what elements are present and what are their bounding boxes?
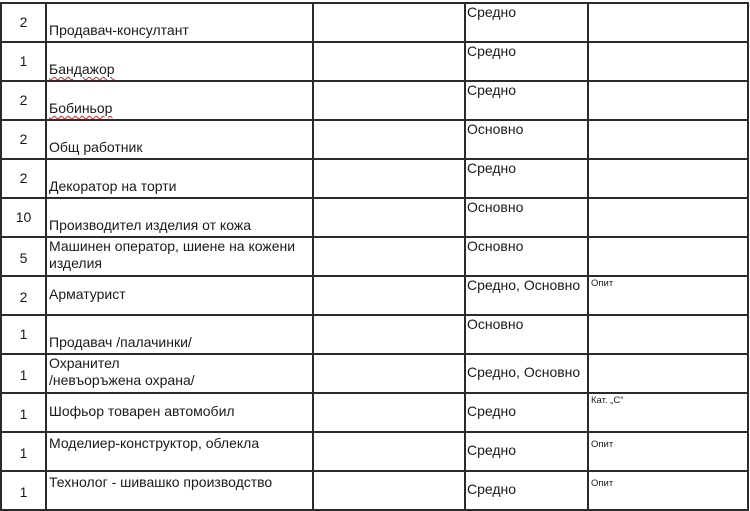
education-text: Средно <box>467 403 517 419</box>
notes-text <box>589 355 747 356</box>
education-text: Средно, Основно <box>467 277 581 293</box>
education-text: Средно <box>467 442 517 458</box>
empty-cell <box>313 432 465 471</box>
notes-cell <box>588 315 748 354</box>
notes-cell <box>588 159 748 198</box>
education-text: Средно <box>467 43 517 59</box>
education-text: Средно <box>467 82 517 98</box>
table-row <box>1 120 748 159</box>
count-cell <box>1 432 46 471</box>
notes-text <box>589 4 747 5</box>
position-cell <box>46 432 313 471</box>
position-text: Арматурист <box>49 286 126 302</box>
education-text: Основно <box>467 238 524 254</box>
education-cell <box>465 354 588 393</box>
count-cell <box>1 120 46 159</box>
position-text: Бобиньор <box>49 100 113 116</box>
position-cell <box>46 3 313 42</box>
count-value: 1 <box>19 53 28 69</box>
position-cell <box>46 42 313 81</box>
table-row <box>1 159 748 198</box>
position-cell <box>46 81 313 120</box>
education-cell <box>465 393 588 432</box>
count-value: 2 <box>19 14 28 30</box>
count-cell <box>1 276 46 315</box>
count-cell <box>1 354 46 393</box>
education-cell <box>465 237 588 276</box>
count-value: 1 <box>19 484 28 500</box>
education-cell <box>465 471 588 510</box>
count-value: 2 <box>19 170 28 186</box>
empty-cell <box>313 471 465 510</box>
notes-text <box>589 82 747 83</box>
count-value: 1 <box>19 406 28 422</box>
empty-cell <box>313 3 465 42</box>
notes-cell <box>588 198 748 237</box>
count-cell <box>1 237 46 276</box>
empty-cell <box>313 198 465 237</box>
position-cell <box>46 159 313 198</box>
education-cell <box>465 120 588 159</box>
table-row <box>1 198 748 237</box>
position-text: Технолог - шивашко производство <box>49 474 273 490</box>
notes-cell <box>588 3 748 42</box>
notes-cell <box>588 120 748 159</box>
notes-cell <box>588 471 748 510</box>
empty-cell <box>313 237 465 276</box>
position-cell <box>46 237 313 276</box>
position-text-line1: Охранител <box>49 355 120 371</box>
notes-cell <box>588 393 748 432</box>
empty-cell <box>313 393 465 432</box>
job-vacancies-table <box>0 2 749 511</box>
education-text: Средно <box>467 4 517 20</box>
position-text: Шофьор товарен автомобил <box>49 403 235 419</box>
position-text: Продавач /палачинки/ <box>49 334 192 350</box>
count-cell <box>1 315 46 354</box>
count-value: 2 <box>19 289 28 305</box>
education-cell <box>465 81 588 120</box>
position-text-line1: Машинен оператор, шиене на кожени <box>49 238 296 254</box>
education-text: Средно <box>467 481 517 497</box>
notes-text <box>589 160 747 161</box>
count-cell <box>1 159 46 198</box>
position-text: Моделиер-конструктор, облекла <box>49 435 260 451</box>
count-cell <box>1 393 46 432</box>
notes-text <box>589 43 747 44</box>
notes-cell <box>588 237 748 276</box>
position-cell <box>46 276 313 315</box>
empty-cell <box>313 159 465 198</box>
education-cell <box>465 159 588 198</box>
position-cell <box>46 198 313 237</box>
position-text: Бандажор <box>49 61 115 77</box>
table-row <box>1 315 748 354</box>
position-text: Продавач-консултант <box>49 22 189 38</box>
position-cell <box>46 315 313 354</box>
notes-text <box>589 238 747 239</box>
table-row <box>1 432 748 471</box>
count-cell <box>1 3 46 42</box>
count-value: 1 <box>19 367 28 383</box>
notes-text <box>589 121 747 122</box>
position-text-line2: изделия <box>49 255 102 271</box>
table-row <box>1 276 748 315</box>
empty-cell <box>313 315 465 354</box>
notes-cell <box>588 81 748 120</box>
notes-text <box>589 199 747 200</box>
empty-cell <box>313 120 465 159</box>
education-cell <box>465 42 588 81</box>
empty-cell <box>313 276 465 315</box>
notes-cell <box>588 276 748 315</box>
count-value: 5 <box>19 250 28 266</box>
position-text: Декоратор на торти <box>49 178 177 194</box>
position-text: Производител изделия от кожа <box>49 217 251 233</box>
education-cell <box>465 432 588 471</box>
education-cell <box>465 276 588 315</box>
notes-text <box>589 316 747 317</box>
position-cell <box>46 471 313 510</box>
education-cell <box>465 198 588 237</box>
notes-cell <box>588 432 748 471</box>
table-row <box>1 237 748 276</box>
empty-cell <box>313 354 465 393</box>
count-value: 2 <box>19 92 28 108</box>
education-cell <box>465 315 588 354</box>
count-value: 1 <box>19 445 28 461</box>
count-value: 1 <box>19 326 28 342</box>
empty-cell <box>313 81 465 120</box>
position-cell <box>46 393 313 432</box>
empty-cell <box>313 42 465 81</box>
education-cell <box>465 3 588 42</box>
position-text-line2: /невъоръжена охрана/ <box>49 372 195 388</box>
table-row <box>1 42 748 81</box>
education-text: Средно, Основно <box>467 364 581 380</box>
table-row <box>1 393 748 432</box>
table-row <box>1 471 748 510</box>
count-value: 10 <box>15 209 32 225</box>
education-text: Средно <box>467 160 517 176</box>
count-cell <box>1 471 46 510</box>
notes-cell <box>588 354 748 393</box>
position-cell <box>46 354 313 393</box>
notes-text: Опит <box>591 278 614 289</box>
table-row <box>1 3 748 42</box>
education-text: Основно <box>467 199 524 215</box>
count-cell <box>1 42 46 81</box>
notes-cell <box>588 42 748 81</box>
table-row <box>1 81 748 120</box>
notes-text: Опит <box>591 478 614 489</box>
position-cell <box>46 120 313 159</box>
position-text: Общ работник <box>49 139 143 155</box>
table-row <box>1 354 748 393</box>
count-value: 2 <box>19 131 28 147</box>
education-text: Основно <box>467 121 524 137</box>
notes-text: Опит <box>591 439 614 450</box>
count-cell <box>1 81 46 120</box>
count-cell <box>1 198 46 237</box>
education-text: Основно <box>467 316 524 332</box>
notes-text: Кат. „С“ <box>591 395 624 406</box>
